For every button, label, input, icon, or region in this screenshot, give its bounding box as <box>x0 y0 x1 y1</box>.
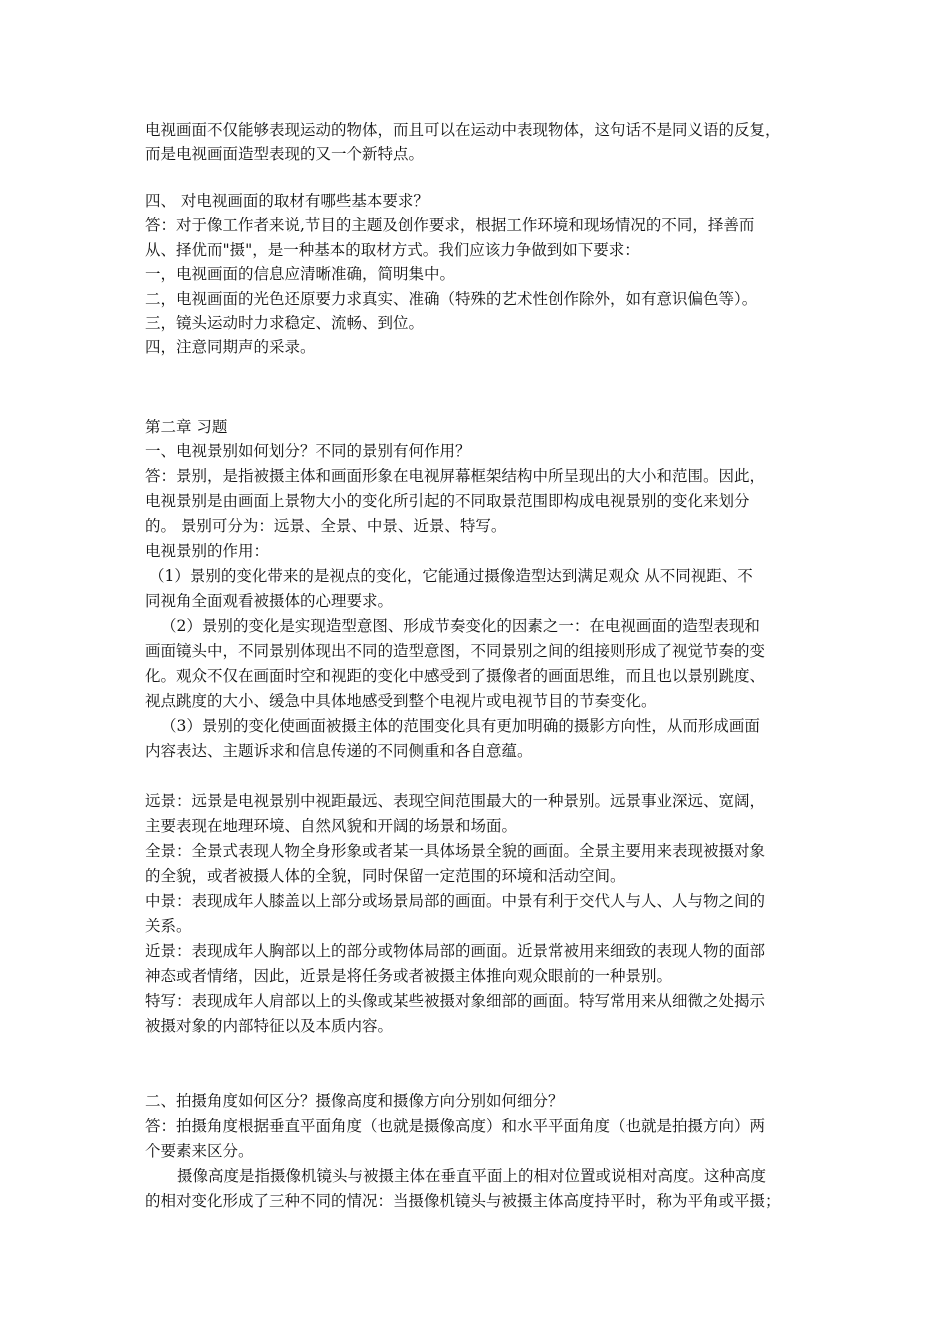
list-item: 一，电视画面的信息应清晰准确，简明集中。 <box>145 265 456 283</box>
body-text-line: 化。观众不仅在画面时空和视距的变化中感受到了摄像者的画面思维，而且也以景别跳度、 <box>145 667 766 685</box>
body-text-line: （1）景别的变化带来的是视点的变化，它能通过摄像造型达到满足观众 从不同视距、不 <box>149 567 753 585</box>
body-text-line: 关系。 <box>145 917 192 935</box>
body-text-line: 内容表达、主题诉求和信息传递的不同侧重和各自意蕴。 <box>145 742 533 760</box>
body-text-line: （3）景别的变化使画面被摄主体的范围变化具有更加明确的摄影方向性，从而形成画面 <box>161 717 760 735</box>
list-item: 三，镜头运动时力求稳定、流畅、到位。 <box>145 314 425 332</box>
answer-text-line: 电视景别是由画面上景物大小的变化所引起的不同取景范围即构成电视景别的变化来划分 <box>145 492 750 510</box>
body-text-line: 被摄对象的内部特征以及本质内容。 <box>145 1017 394 1035</box>
question-heading: 四、 对电视画面的取材有哪些基本要求？ <box>145 192 429 210</box>
list-item: 二，电视画面的光色还原要力求真实、准确（特殊的艺术性创作除外，如有意识偏色等）。 <box>145 290 758 308</box>
body-text-line: 近景：表现成年人胸部以上的部分或物体局部的画面。近景常被用来细致的表现人物的面部 <box>145 942 766 960</box>
body-text-line: 视点跳度的大小、缓急中具体地感受到整个电视片或电视节目的节奏变化。 <box>145 692 657 710</box>
question-heading: 一、电视景别如何划分？不同的景别有何作用？ <box>145 442 471 460</box>
question-heading: 二、拍摄角度如何区分？摄像高度和摄像方向分别如何细分？ <box>145 1092 564 1110</box>
body-text-line: 中景：表现成年人膝盖以上部分或场景局部的画面。中景有利于交代人与人、人与物之间的 <box>145 892 766 910</box>
body-text-line: 而是电视画面造型表现的又一个新特点。 <box>145 145 425 163</box>
body-text-line: 的全貌，或者被摄人体的全貌，同时保留一定范围的环境和活动空间。 <box>145 867 626 885</box>
answer-text-line: 个要素来区分。 <box>145 1142 254 1160</box>
answer-text-line: 答：拍摄角度根据垂直平面角度（也就是摄像高度）和水平平面角度（也就是拍摄方向）两 <box>145 1117 766 1135</box>
body-text-line: 全景：全景式表现人物全身形象或者某一具体场景全貌的画面。全景主要用来表现被摄对象 <box>145 842 766 860</box>
list-item: 四，注意同期声的采录。 <box>145 338 316 356</box>
body-text-line: 神态或者情绪，因此，近景是将任务或者被摄主体推向观众眼前的一种景别。 <box>145 967 673 985</box>
body-text-line: 电视景别的作用： <box>145 542 270 560</box>
body-text-line: 摄像高度是指摄像机镜头与被摄主体在垂直平面上的相对位置或说相对高度。这种高度 <box>177 1167 767 1185</box>
body-text-line: 同视角全面观看被摄体的心理要求。 <box>145 592 394 610</box>
body-text-line: 画面镜头中，不同景别体现出不同的造型意图，不同景别之间的组接则形成了视觉节奏的变 <box>145 642 766 660</box>
chapter-heading: 第二章 习题 <box>145 418 228 436</box>
answer-text-line: 的。 景别可分为：远景、全景、中景、近景、特写。 <box>145 517 507 535</box>
body-text-line: 特写：表现成年人肩部以上的头像或某些被摄对象细部的画面。特写常用来从细微之处揭示 <box>145 992 766 1010</box>
body-text-line: 远景：远景是电视景别中视距最远、表现空间范围最大的一种景别。远景事业深远、宽阔， <box>145 792 766 810</box>
body-text-line: 的相对变化形成了三种不同的情况：当摄像机镜头与被摄主体高度持平时，称为平角或平摄； <box>145 1192 781 1210</box>
body-text-line: 主要表现在地理环境、自然风貌和开阔的场景和场面。 <box>145 817 518 835</box>
answer-text-line: 答：景别，是指被摄主体和画面形象在电视屏幕框架结构中所呈现出的大小和范围。因此， <box>145 467 766 485</box>
answer-text-line: 从、择优而"摄"，是一种基本的取材方式。我们应该力争做到如下要求： <box>145 241 640 259</box>
answer-text-line: 答：对于像工作者来说,节目的主题及创作要求，根据工作环境和现场情况的不同，择善而 <box>145 216 755 234</box>
body-text-line: 电视画面不仅能够表现运动的物体，而且可以在运动中表现物体，这句话不是同义语的反复， <box>145 121 781 139</box>
body-text-line: （2）景别的变化是实现造型意图、形成节奏变化的因素之一：在电视画面的造型表现和 <box>161 617 760 635</box>
